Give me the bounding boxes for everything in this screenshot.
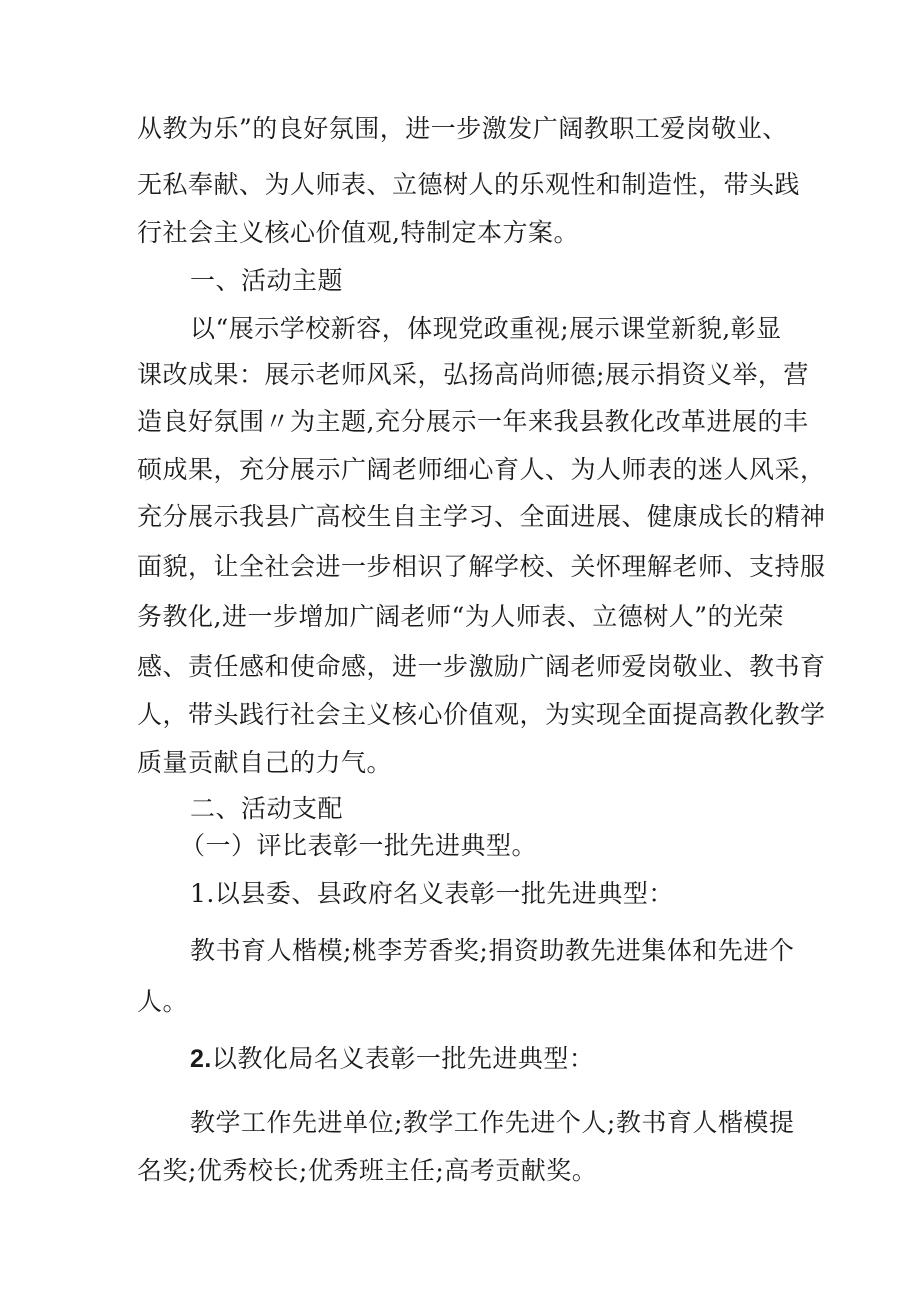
- section-1-heading: 一、活动主题: [190, 266, 344, 295]
- section-1-line: 感、责任感和使命感，进一步激励广阔老师爱岗敬业、教书育: [137, 652, 826, 681]
- item-1-line-1: 教书育人楷模;桃李芳香奖;捐资助教先进集体和先进个: [190, 936, 795, 965]
- item-1-line-2: 人。: [137, 987, 189, 1016]
- item-2-line-2: 名奖;优秀校长;优秀班主任;高考贡献奖。: [137, 1156, 598, 1185]
- section-2-subheading: （一）评比表彰一批先进典型。: [180, 831, 538, 860]
- section-1-line: 硕成果，充分展示广阔老师细心育人、为人师表的迷人风采，: [137, 455, 826, 484]
- section-1-line: 务教化,进一步增加广阔老师“为人师表、立德树人”的光荣: [137, 602, 785, 631]
- section-1-line: 面貌，让全社会进一步相识了解学校、关怀理解老师、支持服: [137, 552, 826, 581]
- section-1-line: 质量贡献自己的力气。: [137, 748, 393, 777]
- section-2-heading: 二、活动支配: [190, 794, 344, 823]
- item-2-title-row: [190, 1042, 594, 1076]
- section-1-line: 人，带头践行社会主义核心价值观，为实现全面提高教化教学: [137, 700, 826, 729]
- section-1-line: 造良好氛围〃为主题,充分展示一年来我县教化改革进展的丰: [137, 407, 809, 436]
- section-1-line: 课改成果：展示老师风采，弘扬高尚师德;展示捐资义举，营: [137, 360, 809, 389]
- section-1-line: 以“展示学校新容，体现党政重视;展示课堂新貌,彰显: [190, 314, 782, 343]
- intro-line-3: 行社会主义核心价值观,特制定本方案。: [137, 218, 579, 247]
- item-2-line-1: 教学工作先进单位;教学工作先进个人;教书育人楷模提: [190, 1108, 795, 1137]
- item-2-number: 2.: [190, 1045, 212, 1073]
- section-1-line: 充分展示我县广高校生自主学习、全面进展、健康成长的精神: [137, 502, 826, 531]
- intro-line-2: 无私奉献、为人师表、立德树人的乐观性和制造性，带头践: [137, 170, 801, 199]
- item-1-title: 1.以县委、县政府名义表彰一批先进典型：: [190, 879, 674, 908]
- intro-line-1: 从教为乐”的良好氛围，进一步激发广阔教职工爱岗敬业、: [137, 114, 788, 143]
- item-2-title: 以教化局名义表彰一批先进典型：: [211, 1044, 595, 1073]
